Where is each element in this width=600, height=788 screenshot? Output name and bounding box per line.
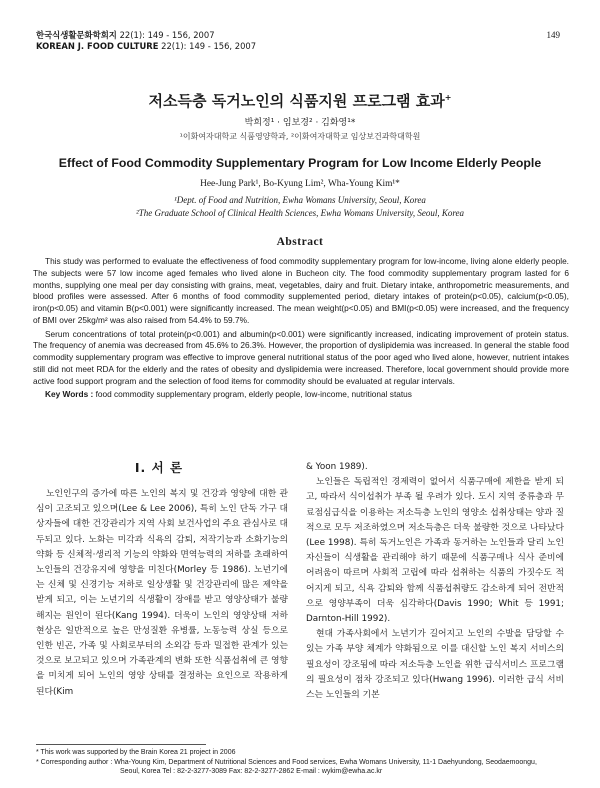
body-column-right	[306, 460, 564, 703]
keywords-label: Key Words :	[45, 389, 94, 400]
journal-ko-line	[36, 30, 256, 41]
abstract-heading: Abstract	[276, 236, 324, 248]
section-heading: I. 서 론	[134, 460, 184, 475]
journal-name-ko: 한국식생활문화학회지	[36, 30, 117, 40]
title-korean-mark: +	[444, 93, 452, 102]
journal-en-line	[36, 41, 256, 52]
running-header	[36, 30, 256, 51]
body-paragraph: 현대 가족사회에서 노년기가 길어지고 노인의 수발을 담당할 수 있는 가족 부양 체계가 약화됨으로 이를 대신할 노인 복지 서비스의 필요성이 강조됨에 따라 저소득층 노인을 위한 급식서비스 프로그램의 필요성이 점차 강조되고 있다(Hwang 1996). 이러한 급식 서비스는 노인들의 기본	[306, 629, 564, 701]
keywords-text: food commodity supplementary program, elderly people, low-income, nutritional status	[95, 389, 412, 400]
authors-korean: 박희정¹ · 임보경² · 김화영¹*	[244, 118, 356, 128]
title-korean-text: 저소득층 독거노인의 식품지원 프로그램 효과	[148, 92, 445, 110]
title-english: Effect of Food Commodity Supplementary Program for Low Income Elderly People	[58, 156, 542, 170]
footnote-rule	[36, 744, 206, 745]
journal-ref-en: 22(1): 149 - 156, 2007	[161, 40, 257, 51]
title-korean	[0, 90, 600, 111]
body-paragraph: 노인인구의 증가에 따른 노인의 복지 및 건강과 영양에 대한 관심이 고조되고 있으며(Lee & Lee 2006), 특히 노인 단독 가구 대상자들에 대한 건강관리가 지역 사회 보건사업의 주요 관심사로 대두되고 있다. 노화는 미각과 식욕의 감퇴, 저작기능과 소화기능의 약화 등 신체적·생리적 기능의 약화와 면역능력의 저하를 초래하여 노인들의 건강유지에 영향을 미친다(Morley 등 1986). 노년기에는 신체 및 신경기능 저하로 일상생활 및 건강관리에 많은 제약을 받게 되고, 이는 노년기의 식생활이 장애를 받고 영양상태가 불량해지는 원인이 된다(Kang 1994). 더욱이 노인의 영양상태 저하 현상은 일반적으로 높은 만성질환 유병률, 노동능력 상실 등으로 인한 빈곤, 가족 및 사회로부터의 소외감 등과 밀접한 관계가 있는 것으로 보고되고 있으며 가족관계의 변화 또한 식품섭취에 큰 영향을 미치게 되어 노인의 영양 상태를 결정하는 요인으로 작용하게 된다(Kim	[36, 489, 288, 697]
page-number: 149	[546, 30, 560, 40]
footnote-funding: * This work was supported by the Brain Korea 21 project in 2006	[36, 749, 236, 756]
journal-ref-ko: 22(1): 149 - 156, 2007	[119, 30, 215, 40]
body-column-left	[36, 487, 288, 700]
affiliation-english-1: ¹Dept. of Food and Nutrition, Ewha Womans University, Seoul, Korea	[174, 195, 426, 205]
abstract-body	[33, 256, 569, 401]
affiliation-english-2: ²The Graduate School of Clinical Health Sciences, Ewha Womans University, Seoul, Korea	[136, 208, 464, 218]
journal-name-en: KOREAN J. FOOD CULTURE	[36, 40, 159, 51]
body-paragraph: 노인들은 독립적인 경제력이 없어서 식품구매에 제한을 받게 되고, 따라서 식이섭취가 부족 될 우려가 있다. 도시 지역 중류층과 무료점심급식을 이용하는 저소득층 노인의 영양소 섭취상태는 양과 질적으로 모두 저조하였으며 저소득층은 더욱 불량한 것으로 나타났다(Lee 1998). 특히 독거노인은 가족과 동거하는 노인들과 달리 노인 자신들이 식생활을 관리해야 하기 때문에 식품구매나 식사 준비에 어려움이 따르며 사회적 고립에 따라 섭취하는 식품의 가짓수도 적어지게 되고, 식욕 감퇴와 함께 식품섭취량도 감소하게 되어 전반적으로 영양부족이 더욱 심각하다(Davis 1990; Whit 등 1991; Darnton-Hill 1992).	[306, 477, 564, 625]
affiliations-korean: ¹이화여자대학교 식품영양학과, ²이화여자대학교 임상보건과학대학원	[179, 132, 421, 141]
footnote-corresponding-author: * Corresponding author : Wha-Young Kim, Department of Nutritional Sciences and Food services, Ewha Womans University, 11-1 Daehyundong, Seodaemoongu,	[36, 758, 537, 766]
abstract-paragraph-1: This study was performed to evaluate the effectiveness of food commodity supplementary program for low-income, living alone elderly people. The subjects were 57 low income aged females who lived alone in Bucheon city. The food commodity supplementary program lasted for 6 months, supplying one meal per day consisting with grains, meat, vegetables, dairy and fruit. Dietary intake, anthropometric measurements, and blood profiles were assessed. After 6 months of food commodity supplemented period, dietary intakes of protein(p<0.05), calcium(p<0.05), iron(p<0.05) and vitamin B(p<0.001) were significantly increased. The mean weight(p<0.05) and BMI(p<0.05) were increased, and the frequency of BMI over 25kg/m² was also raised from 54.4% to 59.7%.	[33, 256, 569, 325]
abstract-paragraph-2: Serum concentrations of total protein(p<0.001) and albumin(p<0.001) were significantly increased, indicating improvement of protein status. The frequency of anemia was decreased from 45.6% to 26.3%. However, the proportion of dyslipidemia was increased. In general the stable food commodity supplementary program was effective to improve general nutritional status of the poor aged who lived alone, however, nutrient intakes still did not meet RDA for the elderly and the rates of obesity and dyslipidemia were increased. Therefore, local government should provide more active food support program and the selection of food items for commodity should be evaluated at regular intervals.	[33, 328, 569, 386]
body-paragraph-continued: & Yoon 1989).	[306, 462, 368, 472]
authors-english: Hee-Jung Park¹, Bo-Kyung Lim², Wha-Young Kim¹*	[200, 179, 400, 189]
footnote-contact: Seoul, Korea Tel : 82-2-3277-3089 Fax: 82-2-3277-2862 E-mail : wykim@ewha.ac.kr	[120, 768, 383, 775]
keywords-line	[33, 389, 569, 401]
